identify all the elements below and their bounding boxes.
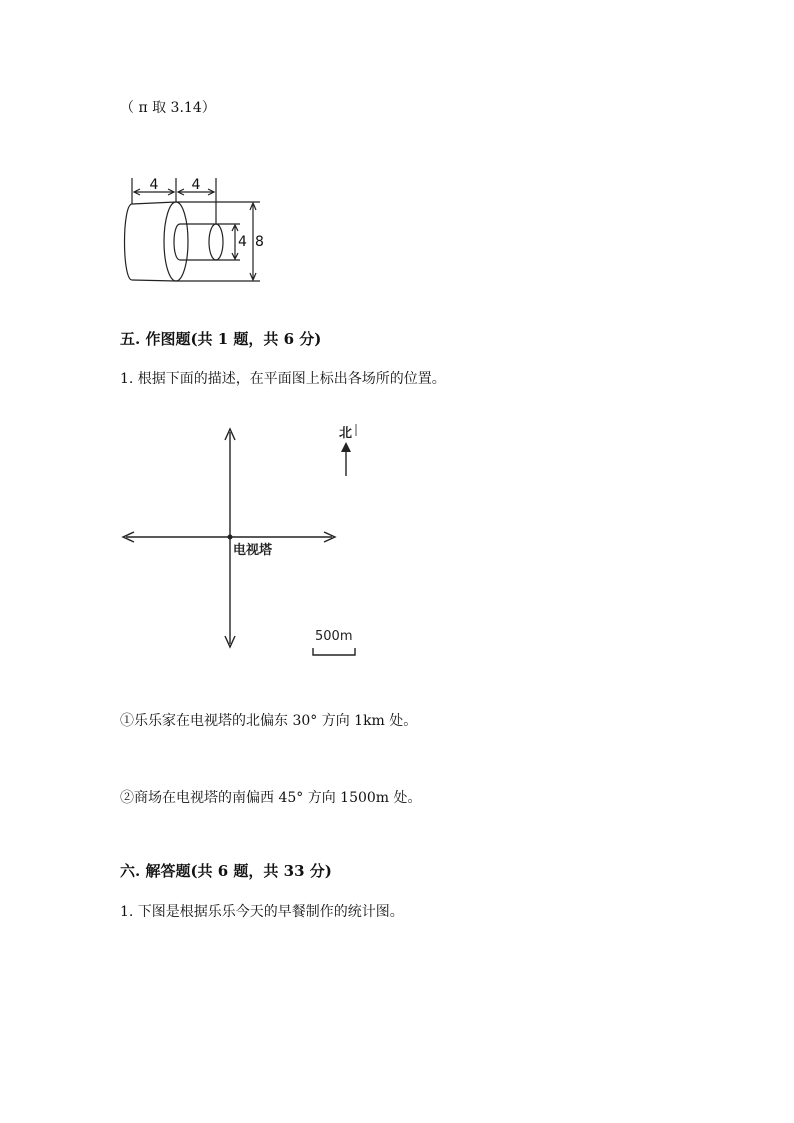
section6-question1: 1. 下图是根据乐乐今天的早餐制作的统计图。 [120, 904, 404, 920]
outer-bottom-edge [132, 280, 176, 281]
tv-tower-point [228, 535, 233, 540]
north-label: 北 [339, 426, 353, 441]
outer-top-edge [132, 202, 176, 204]
tv-tower-label: 电视塔 [233, 543, 273, 558]
outer-right-face [164, 202, 188, 281]
north-arrowhead [341, 442, 351, 452]
dim-label-top-left: 4 [149, 177, 159, 193]
dim-label-outer: 8 [255, 234, 264, 250]
map-figure [115, 418, 375, 663]
section5-item1: ①乐乐家在电视塔的北偏东 30° 方向 1km 处。 [120, 713, 418, 729]
scale-label: 500m [315, 629, 353, 644]
section5-item2: ②商场在电视塔的南偏西 45° 方向 1500m 处。 [120, 790, 422, 806]
dim-label-top-right: 4 [191, 177, 201, 193]
inner-right-face [209, 224, 223, 260]
section5-question1: 1. 根据下面的描述，在平面图上标出各场所的位置。 [120, 371, 446, 387]
section5-heading: 五. 作图题(共 1 题，共 6 分) [120, 330, 322, 348]
cylinder-figure [110, 168, 280, 290]
section6-heading: 六. 解答题(共 6 题，共 33 分) [120, 862, 332, 880]
scale-bar [313, 648, 355, 655]
dim-label-inner: 4 [238, 234, 247, 250]
inner-left-end [174, 224, 180, 260]
pi-note: （ π 取 3.14） [120, 100, 216, 116]
outer-left-end [125, 204, 133, 280]
